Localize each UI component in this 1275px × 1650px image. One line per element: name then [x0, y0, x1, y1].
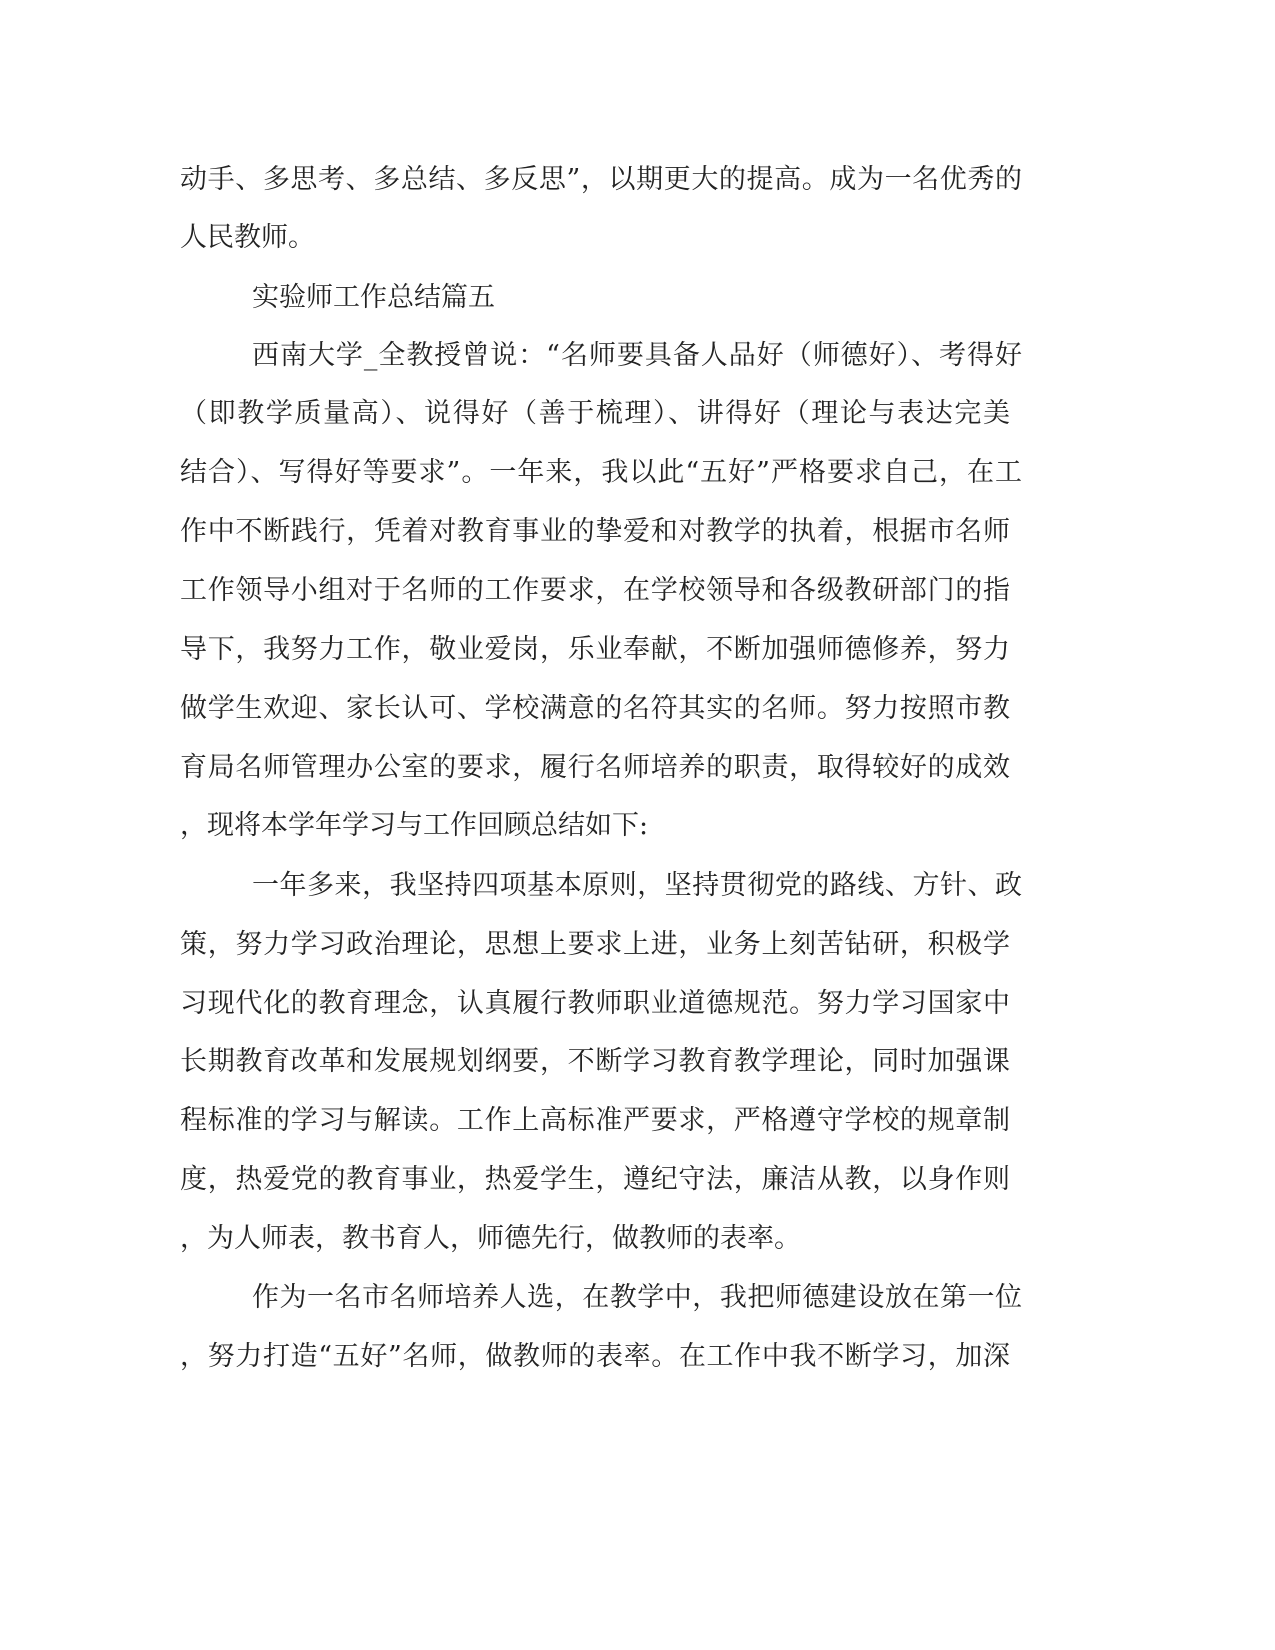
- text-line: ，为人师表，教书育人，师德先行，做教师的表率。: [180, 1223, 801, 1254]
- text-line: 作为一名市名师培养人选，在教学中，我把师德建设放在第一位: [252, 1282, 1022, 1313]
- text-line: （即教学质量高）、说得好（善于梳理）、讲得好（理论与表达完美: [180, 398, 1010, 429]
- text-line: 作中不断践行，凭着对教育事业的挚爱和对教学的执着，根据市名师: [180, 516, 1010, 547]
- text-line: 做学生欢迎、家长认可、学校满意的名符其实的名师。努力按照市教: [180, 693, 1010, 724]
- text-line: 西南大学_全教授曾说：“名师要具备人品好（师德好）、考得好: [252, 340, 1022, 371]
- text-line: 程标准的学习与解读。工作上高标准严要求，严格遵守学校的规章制: [180, 1105, 1010, 1136]
- text-line: 动手、多思考、多总结、多反思”，以期更大的提高。成为一名优秀的: [180, 164, 1022, 195]
- text-line: 习现代化的教育理念，认真履行教师职业道德规范。努力学习国家中: [180, 988, 1010, 1019]
- text-line: 长期教育改革和发展规划纲要，不断学习教育教学理论，同时加强课: [180, 1046, 1010, 1077]
- text-line: ，现将本学年学习与工作回顾总结如下:: [180, 810, 649, 841]
- text-line: 度，热爱党的教育事业，热爱学生，遵纪守法，廉洁从教，以身作则: [180, 1164, 1010, 1195]
- section-heading: 实验师工作总结篇五: [252, 282, 495, 313]
- text-line: 结合）、写得好等要求”。一年来，我以此“五好”严格要求自己，在工: [180, 457, 1022, 488]
- text-line: 工作领导小组对于名师的工作要求，在学校领导和各级教研部门的指: [180, 575, 1010, 606]
- text-line: 育局名师管理办公室的要求，履行名师培养的职责，取得较好的成效: [180, 752, 1010, 783]
- text-line: 一年多来，我坚持四项基本原则，坚持贯彻党的路线、方针、政: [252, 870, 1022, 901]
- text-line: 策，努力学习政治理论，思想上要求上进，业务上刻苦钻研，积极学: [180, 929, 1010, 960]
- text-line: 导下，我努力工作，敬业爱岗，乐业奉献，不断加强师德修养，努力: [180, 634, 1010, 665]
- text-line: 人民教师。: [180, 222, 315, 253]
- text-line: ，努力打造“五好”名师，做教师的表率。在工作中我不断学习，加深: [180, 1341, 1010, 1372]
